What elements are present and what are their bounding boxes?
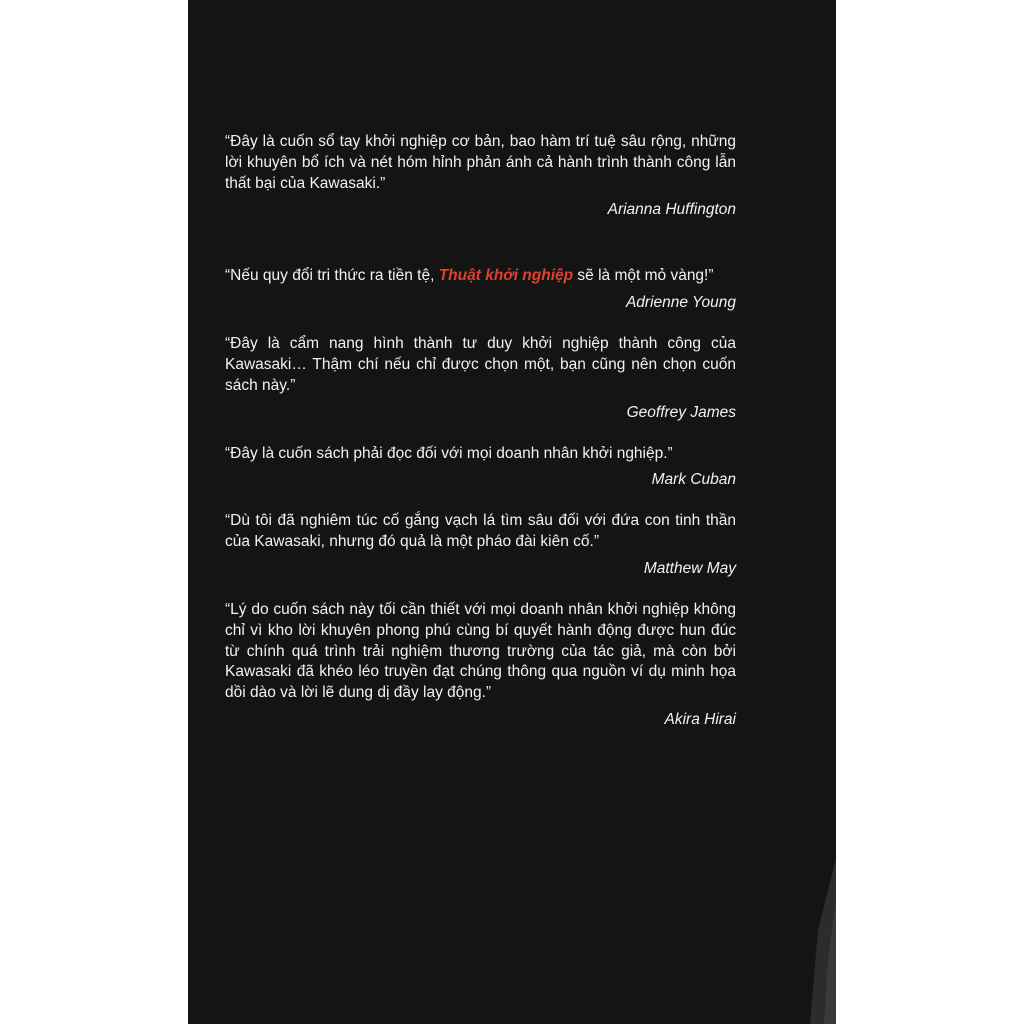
testimonials [225,132,736,730]
testimonial [225,132,736,220]
testimonial-quote [225,266,736,287]
testimonial-quote: “Lý do cuốn sách này tối cần thiết với mọi doanh nhân khởi nghiệp không chỉ vì kho lời khuyên phong phú cùng bí quyết hành động được hun đúc từ chính quá trình trải nghiệm thương trường của tác giả, mà còn bởi Kawasaki đã khéo léo truyền đạt chúng thông qua nguồn ví dụ minh họa dồi dào và lời lẽ dung dị đầy lay động.” [225,600,736,702]
testimonial-author: Adrienne Young [625,294,736,312]
testimonial [225,511,736,579]
testimonial-author: Akira Hirai [664,710,736,728]
testimonial-quote: “Đây là cuốn sách phải đọc đối với mọi doanh nhân khởi nghiệp.” [225,444,673,462]
testimonial-quote: “Dù tôi đã nghiêm túc cố gắng vạch lá tìm sâu đối với đứa con tinh thần của Kawasaki, nhưng đó quả là một pháo đài kiên cố.” [225,512,736,551]
book-title: Thuật khởi nghiệp [438,267,574,285]
testimonial-author: Mark Cuban [651,471,736,489]
testimonial-author: Geoffrey James [626,403,736,421]
back-cover [188,0,836,1024]
testimonial-author: Arianna Huffington [607,201,736,219]
quote-text: sẽ là một mỏ vàng!” [573,267,714,285]
testimonial-quote: “Đây là cuốn sổ tay khởi nghiệp cơ bản, bao hàm trí tuệ sâu rộng, những lời khuyên bổ ích và nét hóm hỉnh phản ánh cả hành trình thành công lẫn thất bại của Kawasaki.” [225,133,736,192]
quote-text: “Nếu quy đổi tri thức ra tiền tệ, [225,267,439,285]
testimonial-author: Matthew May [643,559,736,577]
testimonial [225,444,736,491]
testimonial-quote: “Đây là cẩm nang hình thành tư duy khởi nghiệp thành công của Kawasaki… Thậm chí nếu chỉ được chọn một, bạn cũng nên chọn cuốn sách này.” [225,335,736,394]
testimonial [225,600,736,730]
testimonial [225,266,736,313]
testimonial [225,334,736,422]
